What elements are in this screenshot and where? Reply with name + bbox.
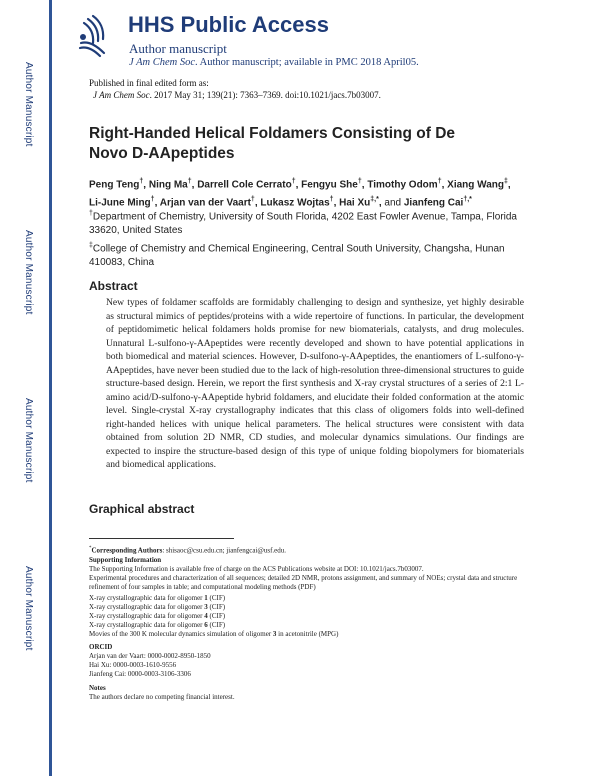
paper-title: Right-Handed Helical Foldamers Consisting of De Novo D-AApeptides bbox=[89, 125, 456, 162]
author-name: Jianfeng Cai bbox=[403, 197, 464, 209]
cif-label: X-ray crystallographic data for oligomer bbox=[89, 612, 205, 620]
author-affiliation-mark: † bbox=[329, 196, 334, 204]
notes-heading bbox=[89, 684, 549, 693]
author-affiliation-mark: ‡ bbox=[504, 178, 508, 185]
author-affiliation-mark: ‡,* bbox=[370, 196, 379, 204]
corresponding-emails: : shisaoc@csu.edu.cn; jianfengcai@usf.edu. bbox=[162, 546, 287, 555]
orcid-entry: Jianfeng Cai: 0000-0003-3106-3306 bbox=[89, 670, 191, 678]
cif-file-item bbox=[89, 621, 549, 630]
corresponding-label: Corresponding Authors bbox=[91, 546, 163, 555]
supporting-info-text: The Supporting Information is available free of charge on the ACS Publications website at DOI: 10.1021/jacs.7b03007. bbox=[89, 565, 424, 573]
left-margin-bar bbox=[49, 0, 52, 776]
author-affiliation-mark: † bbox=[357, 178, 362, 185]
movie-suffix: in acetonitrile (MPG) bbox=[276, 630, 339, 638]
orcid-entry: Hai Xu: 0000-0003-1610-9556 bbox=[89, 661, 177, 669]
author-affiliation-mark: † bbox=[187, 178, 192, 185]
author-name: Peng Teng bbox=[89, 179, 140, 191]
author-affiliation-mark: †,* bbox=[463, 196, 472, 204]
cif-label: X-ray crystallographic data for oligomer bbox=[89, 621, 205, 629]
movie-label: Movies of the 300 K molecular dynamics simulation of oligomer bbox=[89, 630, 273, 638]
cif-file-item bbox=[89, 612, 549, 621]
author-affiliation-mark: † bbox=[150, 196, 155, 204]
author-name: Xiang Wang bbox=[447, 179, 505, 191]
hhs-public-access-title: HHS Public Access bbox=[128, 12, 329, 37]
cif-file-item bbox=[89, 594, 549, 603]
author-name: Hai Xu bbox=[339, 197, 371, 209]
affiliation-text: Department of Chemistry, University of South Florida, 4202 East Fowler Avenue, Tampa, Florida 33620, United States bbox=[89, 211, 517, 236]
orcid-entry: Arjan van der Vaart: 0000-0002-8950-1850 bbox=[89, 652, 211, 660]
author-name: Darrell Cole Cerrato bbox=[197, 179, 292, 191]
supporting-info-details: Experimental procedures and characterization of all sequences; detailed 2D NMR, protons assignment, and summary of NOEs; crystal data and structure refinement of four samples in table; and computational modeling methods (PDF) bbox=[89, 574, 518, 591]
cif-suffix: (CIF) bbox=[207, 621, 226, 629]
author-affiliation-mark: † bbox=[291, 178, 296, 185]
journal-availability-line bbox=[129, 57, 419, 68]
cif-number: 1 bbox=[204, 594, 208, 602]
corresponding-authors-note: *Corresponding Authors: shisaoc@csu.edu.cn; jianfengcai@usf.edu. bbox=[89, 546, 287, 555]
orcid-title: ORCID bbox=[89, 643, 113, 651]
hhs-eagle-logo-icon bbox=[76, 13, 112, 59]
affiliation-mark: † bbox=[89, 210, 93, 217]
cif-suffix: (CIF) bbox=[207, 594, 226, 602]
side-label-author-manuscript: Author Manuscript bbox=[23, 398, 34, 483]
cif-number: 6 bbox=[204, 621, 208, 629]
author-name: Fengyu She bbox=[301, 179, 358, 191]
affiliation-text: College of Chemistry and Chemical Engineering, Central South University, Changsha, Hunan 410083, China bbox=[89, 243, 505, 268]
cif-number: 4 bbox=[204, 612, 208, 620]
author-name: Arjan van der Vaart bbox=[159, 197, 251, 209]
availability-text: . Author manuscript; available in PMC 2018 April05. bbox=[195, 57, 419, 68]
cif-label: X-ray crystallographic data for oligomer bbox=[89, 603, 205, 611]
side-label-author-manuscript: Author Manuscript bbox=[23, 62, 34, 147]
citation bbox=[93, 90, 381, 100]
movie-number: 3 bbox=[272, 630, 277, 638]
graphical-abstract-heading: Graphical abstract bbox=[89, 502, 195, 516]
cif-number: 3 bbox=[204, 603, 208, 611]
author-name: Ning Ma bbox=[148, 179, 188, 191]
cif-suffix: (CIF) bbox=[207, 612, 226, 620]
footnote-divider bbox=[89, 538, 234, 539]
notes-text: The authors declare no competing financial interest. bbox=[89, 693, 235, 701]
citation-details: . 2017 May 31; 139(21): 7363–7369. doi:10.1021/jacs.7b03007. bbox=[149, 90, 381, 100]
notes-title: Notes bbox=[89, 684, 106, 692]
journal-name: J Am Chem Soc bbox=[129, 57, 195, 68]
author-name: Lukasz Wojtas bbox=[260, 197, 330, 209]
side-label-author-manuscript: Author Manuscript bbox=[23, 230, 34, 315]
cif-suffix: (CIF) bbox=[207, 603, 226, 611]
side-label-author-manuscript: Author Manuscript bbox=[23, 566, 34, 651]
cif-label: X-ray crystallographic data for oligomer bbox=[89, 594, 205, 602]
supporting-info-title: Supporting Information bbox=[89, 556, 162, 564]
author-name: Li-June Ming bbox=[89, 197, 151, 209]
author-affiliation-mark: † bbox=[250, 196, 255, 204]
author-affiliation-mark: † bbox=[139, 178, 144, 185]
abstract-heading: Abstract bbox=[89, 279, 138, 293]
abstract-text: New types of foldamer scaffolds are formidably challenging to design and synthesize, yet highly desirable as structural mimics of peptides/proteins with a wide repertoire of functions. In particular, the development of peptidomimetic helical foldamers holds promise for new biomaterials, catalysts, and drug molecules. Unnatural L-sulfono-γ-AApeptides were recently developed and shown to have potential applications in both biomedical and material sciences. However, D-sulfono-γ-AApeptides, the enantiomers of L-sulfono-γ-AApeptides, have never been studied due to the lack of high-resolution three-dimensional structures to guide structure-based design. Herein, we report the first synthesis and X-ray crystal structures of a series of 2:1 L-amino acid/D-sulfono-γ-AApeptide hybrid foldamers, and elucidate their folded conformation at the atomic level. Single-crystal X-ray crystallography indicates that this class of oligomers folds into well-defined right-handed helices with unique helical parameters. The helical structures were consistent with data obtained from solution 2D NMR, CD studies, and molecular dynamics simulations. Our findings are expected to inspire the structure-based design of this type of unique folding biopolymers for biomaterials and biomedical applications. bbox=[106, 297, 525, 470]
movie-file-item bbox=[89, 630, 549, 639]
orcid-heading bbox=[89, 643, 549, 652]
published-label: Published in final edited form as: bbox=[89, 78, 209, 88]
affiliation-mark: ‡ bbox=[89, 242, 93, 249]
author-manuscript-subtitle: Author manuscript bbox=[129, 41, 227, 56]
author-name: Timothy Odom bbox=[367, 179, 438, 191]
and-word: and bbox=[384, 197, 402, 209]
citation-journal: J Am Chem Soc bbox=[93, 90, 150, 100]
supporting-info-heading bbox=[89, 556, 549, 565]
cif-file-item bbox=[89, 603, 549, 612]
affiliation-csu bbox=[89, 239, 529, 269]
author-list: Peng Teng†, Ning Ma†, Darrell Cole Cerrato†, Fengyu She†, Timothy Odom†, Xiang Wang‡, Li-June Ming†, Arjan van der Vaart†, Lukasz Wojtas†, Hai Xu‡,*, and Jianfeng Cai†,* bbox=[89, 178, 511, 209]
author-affiliation-mark: † bbox=[437, 178, 442, 185]
affiliation-usf bbox=[89, 207, 529, 237]
